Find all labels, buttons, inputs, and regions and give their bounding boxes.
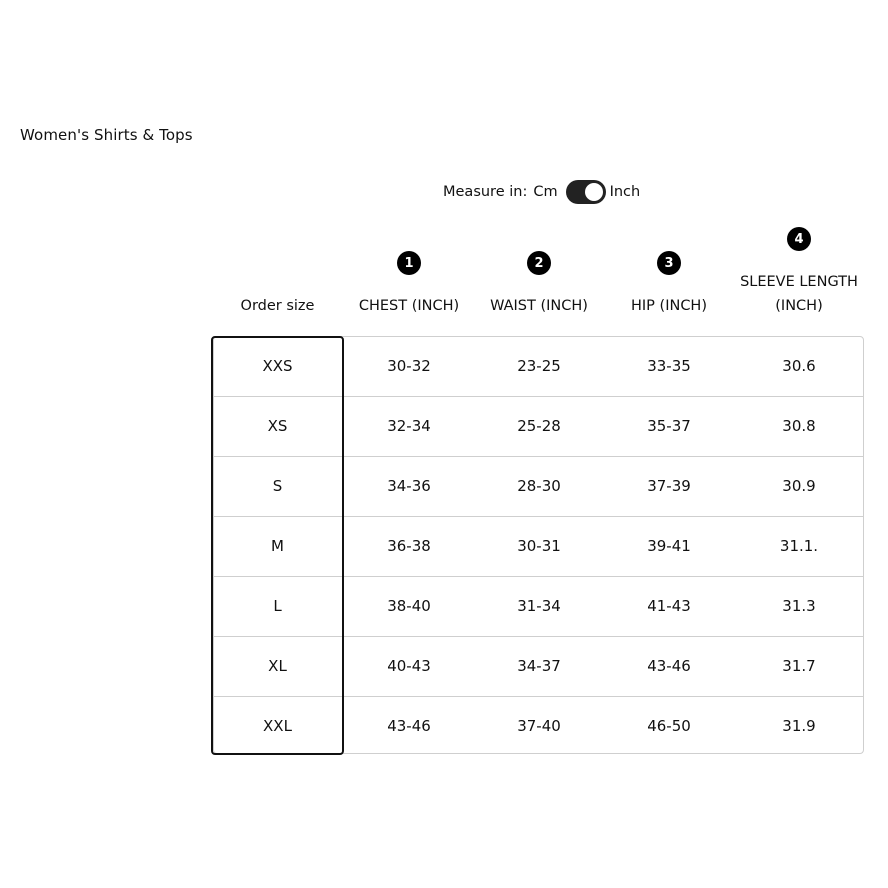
chest-number-badge: 1 <box>397 251 421 275</box>
waist-cell: 37-40 <box>517 717 561 735</box>
waist-number-badge: 2 <box>527 251 551 275</box>
chest-cell: 32-34 <box>387 417 431 435</box>
size-cell: XXL <box>263 717 292 735</box>
sleeve-cell: 31.7 <box>782 657 816 675</box>
sleeve-cell: 30.9 <box>782 477 816 495</box>
header-hip: HIP (INCH) <box>631 298 707 314</box>
sleeve-cell: 30.8 <box>782 417 816 435</box>
waist-cell: 25-28 <box>517 417 561 435</box>
waist-cell: 30-31 <box>517 537 561 555</box>
chest-cell: 30-32 <box>387 357 431 375</box>
header-waist: WAIST (INCH) <box>490 298 588 314</box>
waist-cell: 28-30 <box>517 477 561 495</box>
size-cell: M <box>271 537 284 555</box>
hip-cell: 37-39 <box>647 477 691 495</box>
header-chest: CHEST (INCH) <box>358 298 460 314</box>
hip-cell: 39-41 <box>647 537 691 555</box>
unit-option-inch[interactable]: Inch <box>609 184 641 200</box>
size-cell: XL <box>268 657 287 675</box>
waist-cell: 23-25 <box>517 357 561 375</box>
hip-cell: 46-50 <box>647 717 691 735</box>
sleeve-cell: 31.9 <box>782 717 816 735</box>
chest-cell: 38-40 <box>387 597 431 615</box>
sleeve-cell: 31.3 <box>782 597 816 615</box>
hip-number-badge: 3 <box>657 251 681 275</box>
hip-cell: 35-37 <box>647 417 691 435</box>
size-cell: XS <box>267 417 288 435</box>
hip-cell: 33-35 <box>647 357 691 375</box>
unit-toggle[interactable] <box>566 180 606 204</box>
sleeve-cell: 30.6 <box>782 357 816 375</box>
sleeve-cell: 31.1. <box>779 537 819 555</box>
header-order-size: Order size <box>240 298 315 314</box>
header-sleeve-length <box>734 270 864 318</box>
measure-label: Measure in: <box>443 184 528 200</box>
unit-selector <box>443 180 640 204</box>
size-cell: XXS <box>262 357 293 375</box>
hip-cell: 43-46 <box>647 657 691 675</box>
sleeve-number-badge: 4 <box>787 227 811 251</box>
size-cell: L <box>273 597 282 615</box>
chest-cell: 36-38 <box>387 537 431 555</box>
page-title: Women's Shirts & Tops <box>20 126 193 144</box>
waist-cell: 34-37 <box>517 657 561 675</box>
chest-cell: 43-46 <box>387 717 431 735</box>
chest-cell: 40-43 <box>387 657 431 675</box>
waist-cell: 31-34 <box>517 597 561 615</box>
size-cell: S <box>272 477 283 495</box>
chest-cell: 34-36 <box>387 477 431 495</box>
hip-cell: 41-43 <box>647 597 691 615</box>
toggle-knob <box>585 183 603 201</box>
header-sleeve-line2: (INCH) <box>775 298 823 314</box>
unit-option-cm[interactable]: Cm <box>533 184 558 200</box>
header-sleeve-line1: SLEEVE LENGTH <box>740 274 858 290</box>
